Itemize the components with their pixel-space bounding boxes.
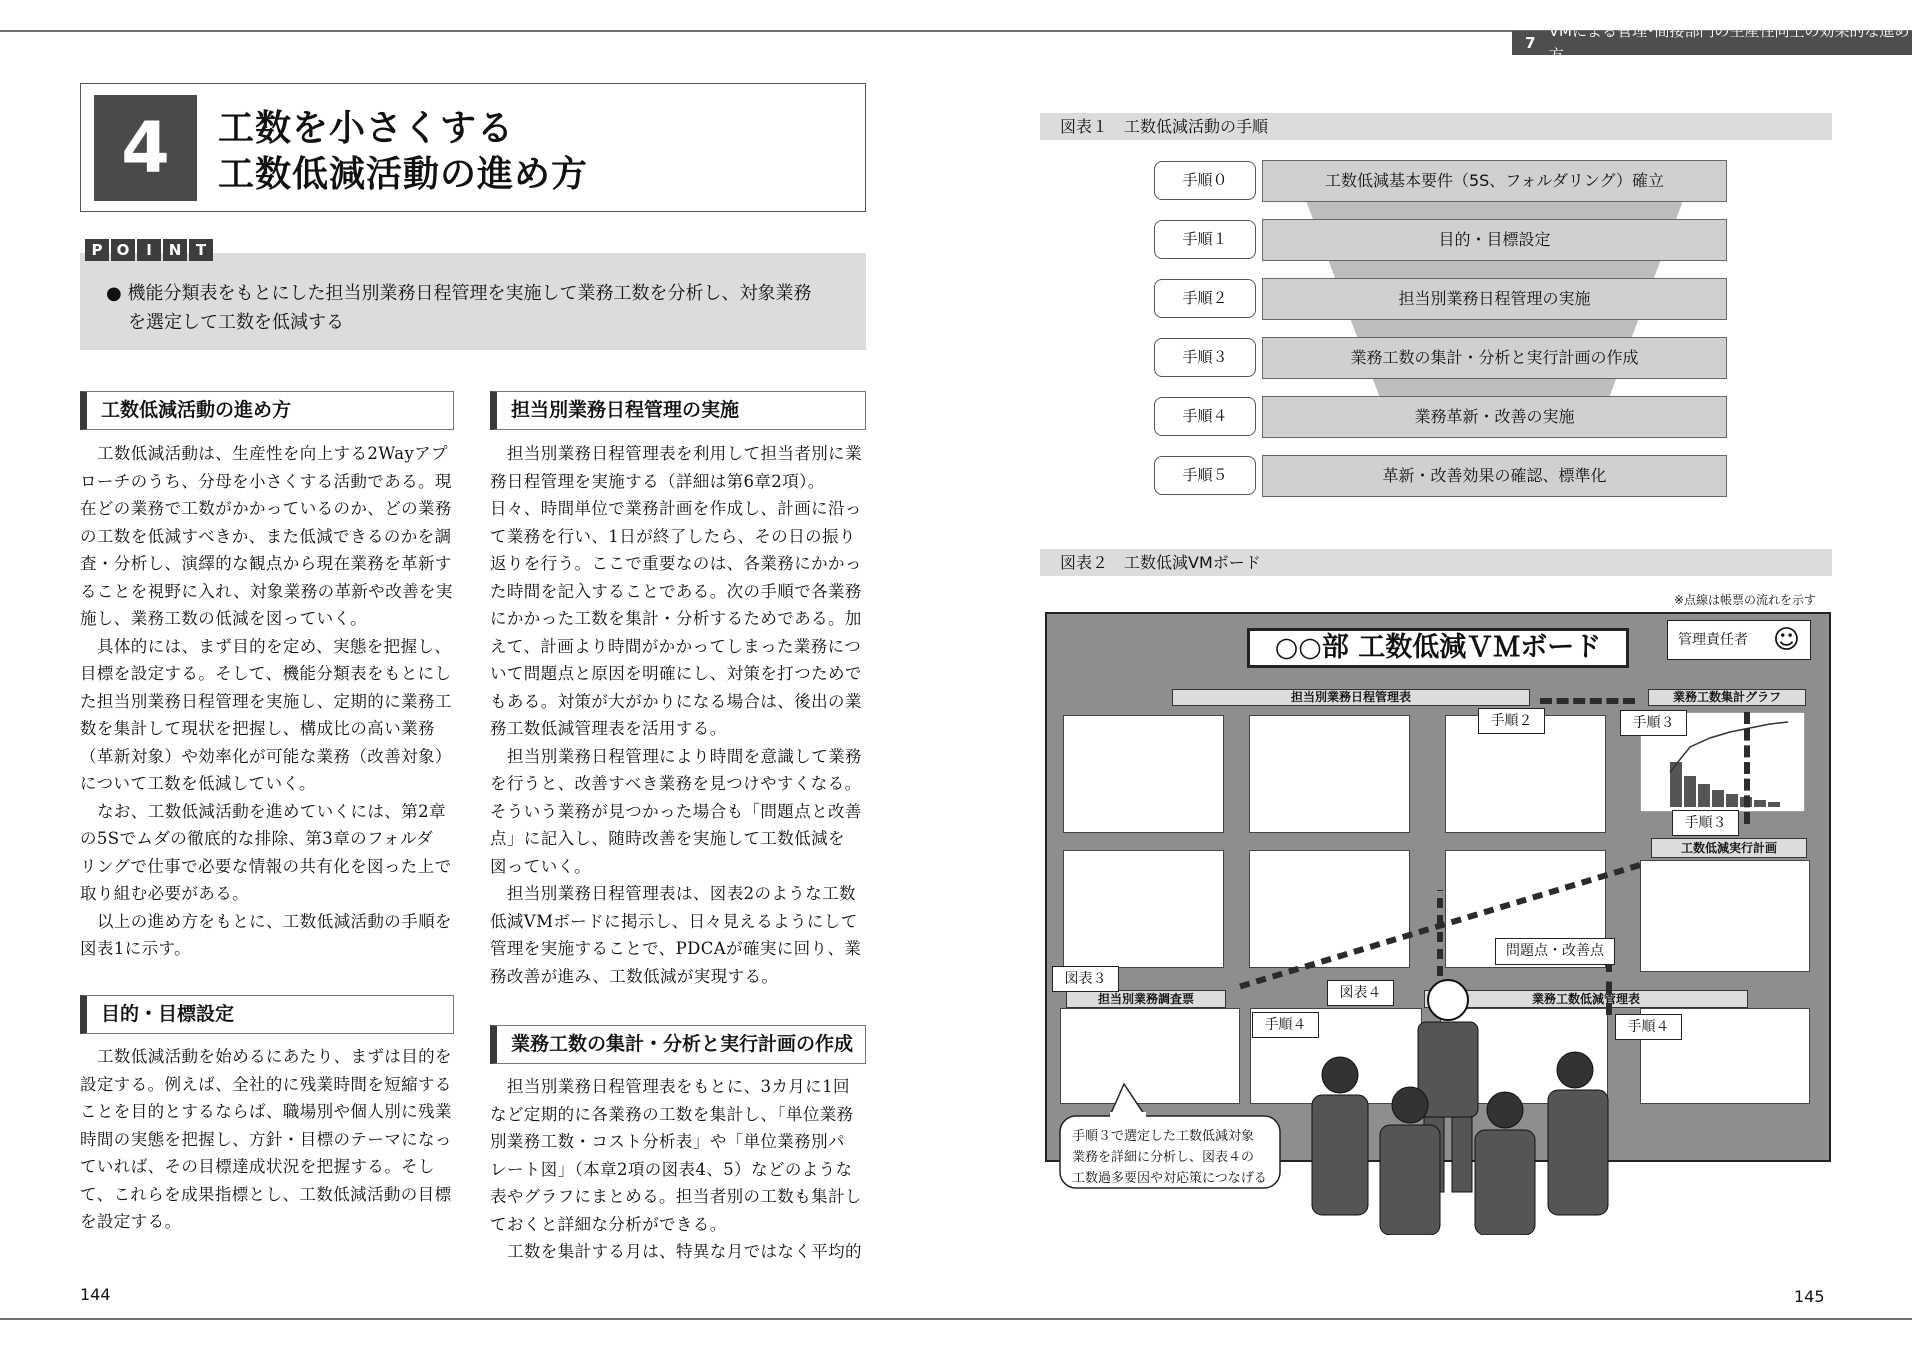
body-text-line: 担当別業務日程管理表をもとに、3カ月に1回 [507,1077,850,1096]
manager-box [1667,620,1811,660]
body-text-line: （革新対象）や効率化が可能な業務（改善対象） [80,746,452,766]
point-line1: 機能分類表をもとにした担当別業務日程管理を実施して業務工数を分析し、対象業務 [127,283,812,304]
body-text-line: 点」に記入し、随時改善を実施して工数低減を [490,829,845,848]
body-text-line: レート図」（本章2項の図表4、5）などのような [490,1159,853,1179]
body-text-line: 低減VMボードに掲示し、日々見えるようにして [490,911,858,931]
body-text-line: 目標を設定する。そして、機能分類表をもとにし [80,664,452,683]
chapter-heading [80,83,866,212]
fig1-caption: 図表１ 工数低減活動の手順 [1040,113,1832,140]
body-text-line: もある。対策が大がかりになる場合は、後出の業 [490,691,862,711]
body-text-line: 具体的には、まず目的を定め、実態を把握し、 [97,636,452,656]
point-text-line2: を選定して工数を低減する [128,312,344,333]
section-heading-analysis: 業務工数の集計・分析と実行計画の作成 [490,1025,866,1064]
body-text-line: リングで仕事で必要な情報の共有化を図った上で [80,856,452,876]
body-text-line: 施し、業務工数の低減を図っていく。 [80,609,367,628]
fig2-caption: 図表２ 工数低減VMボード [1040,549,1832,576]
body-text-line: ておくと詳細な分析ができる。 [490,1214,727,1234]
body-text-line: いて問題点と原因を明確にし、対策を打つためで [490,664,862,683]
fig1-step-label: 手順０ [1154,161,1256,200]
callout-step4a: 手順４ [1252,1012,1319,1038]
running-header-text: VMによる管理･間接部門の生産性向上の効果的な進め方 [1548,22,1910,64]
fig1-step-box: 革新・改善効果の確認、標準化 [1262,455,1727,497]
point-box [80,253,866,350]
bar-graph: 業務工数集計グラフ [1648,689,1806,706]
body-text-line: た担当別業務日程管理を実施し、定期的に業務工 [80,691,452,711]
fig1-step-label: 手順３ [1154,338,1256,377]
body-text-line: ローチのうち、分母を小さくする活動である。現 [80,471,452,491]
body-text-line: 管理を実施することで、PDCAが確実に回り、業 [490,939,862,958]
body-text-line: 時間の実態を把握し、方針・目標のテーマになっ [80,1129,452,1149]
bar-plan: 工数低減実行計画 [1651,838,1807,858]
running-header-chapter: 7 [1525,34,1536,52]
body-text-line: 取り組む必要がある。 [80,884,249,903]
body-text-line: 設定する。例えば、全社的に残業時間を短縮する [80,1074,452,1094]
body-text-line: 担当別業務日程管理表を利用して担当者別に業 [507,444,862,463]
body-text-line: ていれば、その目標達成状況を把握する。そし [80,1157,435,1176]
chapter-title-line2: 工数低減活動の進め方 [218,154,589,195]
page-number-left: 144 [80,1285,111,1304]
body-text-line: 査・分析し、演繹的な観点から現在業務を革新す [80,554,452,573]
body-text-line: 工数低減活動は、生産性を向上する2Wayアプ [97,444,448,463]
body-text-line: 図っていく。 [490,856,592,876]
callout-step3a: 手順３ [1620,710,1687,736]
callout-fig4: 図表４ [1327,980,1394,1006]
point-tag [85,239,213,261]
body-text-line: ることを視野に入れ、対象業務の革新や改善を実 [80,581,453,601]
schedule-form [1063,715,1224,833]
body-text-line: 工数低減活動を始めるにあたり、まずは目的を [97,1047,452,1066]
section-heading-goal: 目的・目標設定 [80,995,454,1034]
fig1-step-label: 手順５ [1154,456,1256,495]
bottom-rule [0,1318,1912,1320]
manager-label: 管理責任者 [1678,632,1748,648]
body-text-line: 表やグラフにまとめる。担当者別の工数も集計し [490,1187,862,1206]
schedule-form [1063,850,1224,968]
bar-management-table: 業務工数低減管理表 [1424,990,1748,1008]
speech-text [1072,1126,1267,1189]
body-text-line: 担当別業務日程管理により時間を意識して業務 [507,746,862,766]
point-tag-letter: T [189,239,213,261]
chapter-number: 4 [94,95,197,201]
point-bullet-icon: ● [106,283,122,304]
body-text-line: た時間を記入することである。次の手順で各業務 [490,581,862,601]
body-text-line: など定期的に各業務の工数を集計し、「単位業務 [490,1104,854,1124]
bar-schedule-table: 担当別業務日程管理表 [1172,689,1530,706]
schedule-form [1249,715,1410,833]
body-text-line: 務工数低減管理表を活用する。 [490,719,727,738]
fig1-step-box: 担当別業務日程管理の実施 [1262,278,1727,320]
body-text-line: 別業務工数・コスト分析表」や「単位業務別パ [490,1132,845,1151]
body-text-line: えて、計画より時間がかかってしまった業務につ [490,636,862,656]
body-text-line: を行うと、改善すべき業務を見つけやすくなる。 [490,774,862,793]
callout-problem: 問題点・改善点 [1495,938,1615,965]
section-heading-schedule: 担当別業務日程管理の実施 [490,391,866,430]
flow-arrow [1744,712,1750,824]
section-heading-process: 工数低減活動の進め方 [80,391,454,430]
fig1-step-box: 業務革新・改善の実施 [1262,396,1727,438]
point-text-line1 [106,279,811,305]
point-tag-letter: P [85,239,109,261]
fig1-step-label: 手順２ [1154,279,1256,318]
speech-line: 業務を詳細に分析し、図表４の [1072,1150,1255,1165]
callout-step4b: 手順４ [1615,1014,1682,1040]
body-text-line: の工数を低減すべきか、また低減できるのかを調 [80,526,452,546]
people-illustration [1300,970,1640,1235]
flow-arrow [1540,698,1635,704]
body-text-line: にかかった工数を集計・分析するためである。加 [490,609,862,628]
body-text-line: 務改善が進み、工数低減が実現する。 [490,966,779,986]
fig2-note: ※点線は帳票の流れを示す [1674,593,1817,607]
body-text-line: の5Sでムダの徹底的な排除、第3章のフォルダ [80,829,434,848]
point-tag-letter: O [111,239,135,261]
body-text-line: 図表1に示す。 [80,939,191,958]
plan-form [1640,860,1810,972]
bar-survey: 担当別業務調査票 [1066,990,1226,1008]
callout-fig3: 図表３ [1052,966,1119,992]
speech-line: 工数過多要因や対応策につなげる [1072,1171,1267,1186]
body-text-line: そういう業務が見つかった場合も「問題点と改善 [490,801,862,821]
callout-step2: 手順２ [1478,708,1545,734]
body-text-line: 担当別業務日程管理表は、図表2のような工数 [507,884,856,903]
fig1-step-box: 目的・目標設定 [1262,219,1727,261]
fig1-step-label: 手順１ [1154,220,1256,259]
body-text-line: について工数を低減していく。 [80,774,316,793]
chapter-title-line1: 工数を小さくする [218,108,515,149]
page-number-right: 145 [1794,1287,1825,1306]
body-text-line: て、これらを成果指標とし、工数低減活動の目標 [80,1184,452,1204]
running-header [1512,22,1912,64]
body-text-line: 務日程管理を実施する（詳細は第6章2項）。 [490,471,825,491]
body-text-line: 数を集計して現状を把握し、構成比の高い業務 [80,719,435,738]
callout-step3b: 手順３ [1672,810,1739,836]
point-tag-letter: N [163,239,187,261]
body-text-line: なお、工数低減活動を進めていくには、第2章 [97,801,446,821]
smiley-icon: ☺ [1772,625,1800,655]
speech-line: 手順３で選定した工数低減対象 [1072,1129,1255,1144]
body-text-line: 以上の進め方をもとに、工数低減活動の手順を [97,911,452,931]
body-text-line: 在どの業務で工数がかかっているのか、どの業務 [80,499,452,518]
body-text-line: 返りを行う。ここで重要なのは、各業務にかかっ [490,554,862,573]
board-title: ○○部 工数低減ＶＭボード [1247,628,1629,668]
fig1-step-box: 工数低減基本要件（5S、フォルダリング）確立 [1262,160,1727,202]
point-tag-letter: I [137,239,161,261]
fig1-step-label: 手順４ [1154,397,1256,436]
body-text-line: て業務を行い、1日が終了したら、その日の振り [490,526,856,546]
body-text-line: ことを目的とするならば、職場別や個人別に残業 [80,1102,452,1121]
body-text-line: を設定する。 [80,1212,182,1231]
body-text-line: 工数を集計する月は、特異な月ではなく平均的 [507,1242,862,1261]
body-text-line: 日々、時間単位で業務計画を作成し、計画に沿っ [490,499,862,518]
fig1-step-box: 業務工数の集計・分析と実行計画の作成 [1262,337,1727,379]
